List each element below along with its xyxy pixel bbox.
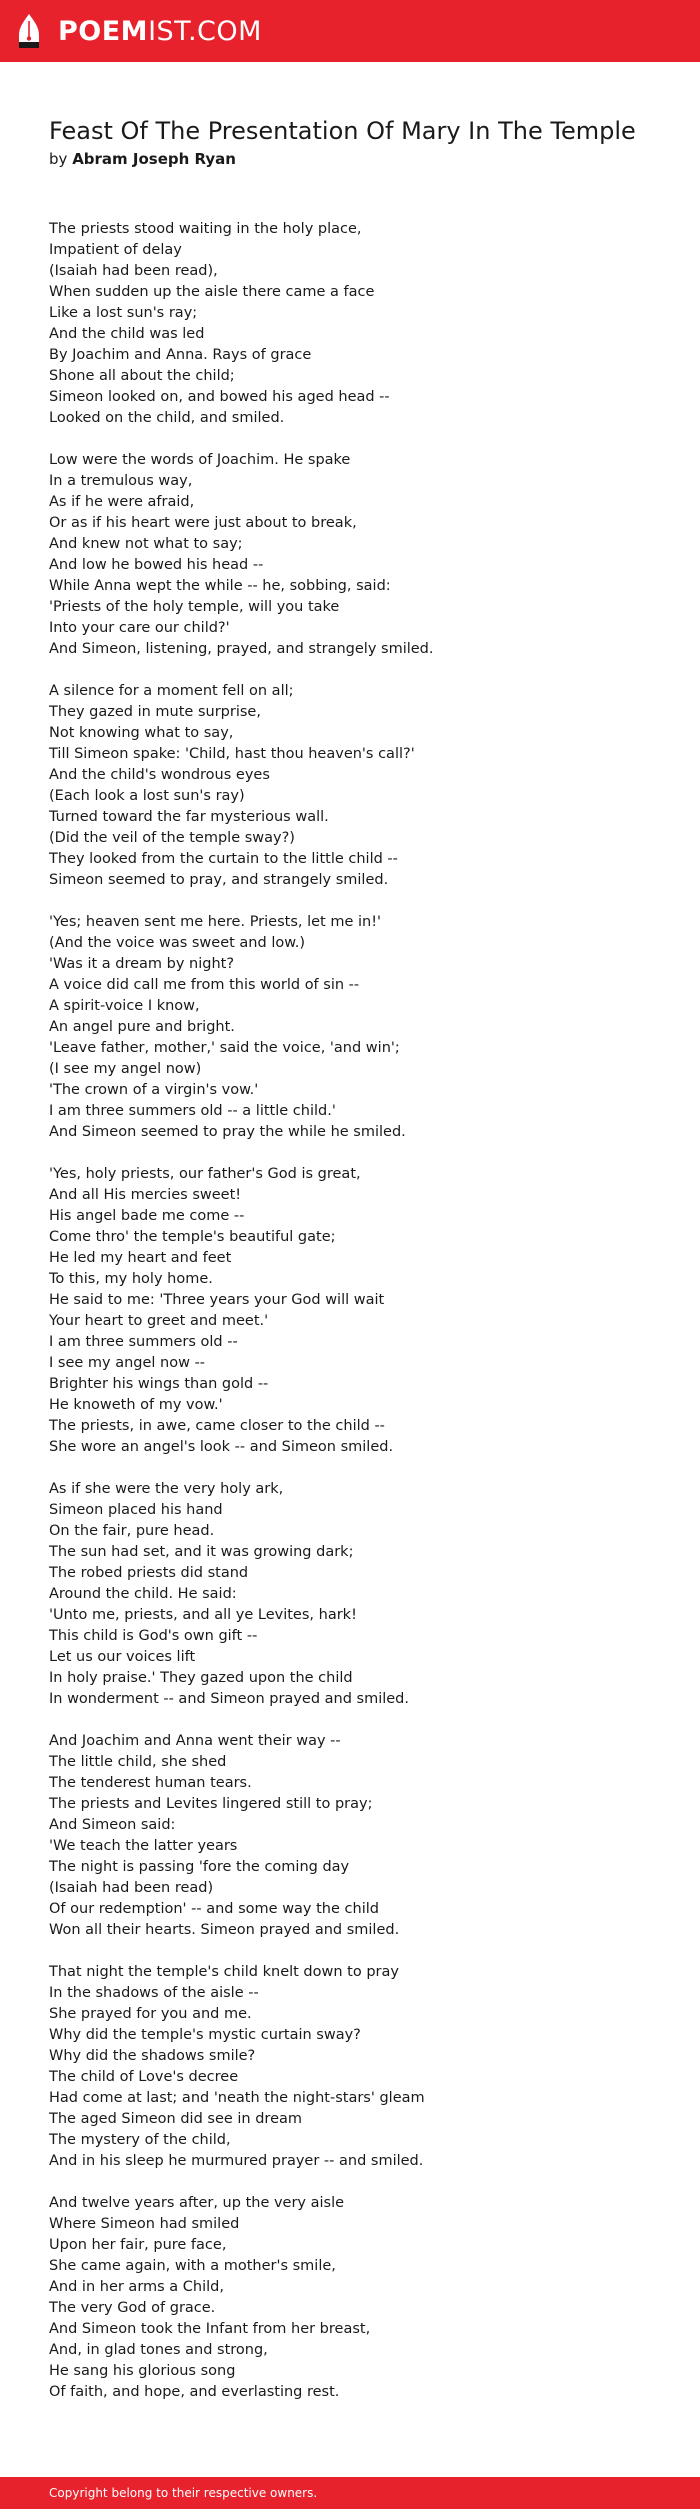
poem-line: That night the temple's child knelt down to pray [49,1964,399,1980]
poem-line: (And the voice was sweet and low.) [49,935,306,951]
poem-line: Not knowing what to say, [49,725,234,741]
poem-line: And, in glad tones and strong, [49,2342,268,2358]
brand-bold: POEM [58,15,149,47]
poem-line: The robed priests did stand [49,1565,249,1581]
poem-line: And low he bowed his head -- [49,557,264,573]
poem-line: He said to me: 'Three years your God will wait [49,1292,385,1308]
poem-line: Turned toward the far mysterious wall. [49,809,329,825]
stanza [49,681,659,891]
poem-line: 'Unto me, priests, and all ye Levites, hark! [49,1607,357,1623]
poem-line: He led my heart and feet [49,1250,232,1266]
poem-line: And in her arms a Child, [49,2279,224,2295]
poem-line: 'Leave father, mother,' said the voice, 'and win'; [49,1040,400,1056]
poem-line: He sang his glorious song [49,2363,236,2379]
poem-line: The mystery of the child, [49,2132,231,2148]
author-name: Abram Joseph Ryan [72,150,236,168]
poem-line: Of faith, and hope, and everlasting rest. [49,2384,340,2400]
poem-line: Simeon looked on, and bowed his aged head -- [49,389,390,405]
poem-line: Had come at last; and 'neath the night-stars' gleam [49,2090,425,2106]
poem-line: A voice did call me from this world of sin -- [49,977,360,993]
poem-line: She came again, with a mother's smile, [49,2258,336,2274]
poem-line: The child of Love's decree [49,2069,239,2085]
poem-line: Impatient of delay [49,242,182,258]
poem-line: The little child, she shed [49,1754,227,1770]
poem-line: And Simeon took the Infant from her breast, [49,2321,371,2337]
poem-line: While Anna wept the while -- he, sobbing, said: [49,578,391,594]
poem-line: (Isaiah had been read), [49,263,218,279]
poem-line: (Isaiah had been read) [49,1880,214,1896]
poem-line: Your heart to greet and meet.' [49,1313,269,1329]
poem-line: And twelve years after, up the very aisle [49,2195,345,2211]
poem-line: In holy praise.' They gazed upon the child [49,1670,353,1686]
byline [49,149,236,169]
poem-line: When sudden up the aisle there came a face [49,284,375,300]
poem-line: I see my angel now -- [49,1355,206,1371]
stanza [49,2193,659,2403]
stanza [49,1164,659,1458]
poem-line: The very God of grace. [49,2300,216,2316]
stanza [49,912,659,1143]
poem-line: The tenderest human tears. [49,1775,252,1791]
poem-line: And Simeon seemed to pray the while he smiled. [49,1124,406,1140]
poem-line: 'Was it a dream by night? [49,956,235,972]
poem-line: 'We teach the latter years [49,1838,238,1854]
poem-line: They gazed in mute surprise, [49,704,261,720]
poem-line: The priests and Levites lingered still to pray; [49,1796,373,1812]
poem-body [49,219,659,2424]
poem-line: Around the child. He said: [49,1586,237,1602]
poem-line: The priests, in awe, came closer to the child -- [49,1418,385,1434]
poem-line: Simeon placed his hand [49,1502,223,1518]
stanza [49,1962,659,2172]
poem-line: By Joachim and Anna. Rays of grace [49,347,312,363]
poem-line: He knoweth of my vow.' [49,1397,223,1413]
pen-nib-icon [16,13,42,49]
poem-line: 'The crown of a virgin's vow.' [49,1082,259,1098]
poem-line: And the child was led [49,326,205,342]
poem-line: Why did the shadows smile? [49,2048,256,2064]
poem-line: 'Yes; heaven sent me here. Priests, let me in!' [49,914,382,930]
poem-line: The priests stood waiting in the holy place, [49,221,362,237]
poem-title: Feast Of The Presentation Of Mary In The Temple [49,117,636,145]
poem-line: She prayed for you and me. [49,2006,252,2022]
poem-line: Shone all about the child; [49,368,235,384]
poem-line: His angel bade me come -- [49,1208,245,1224]
stanza [49,1479,659,1710]
poem-line: And Simeon, listening, prayed, and strangely smiled. [49,641,434,657]
stanza [49,1731,659,1941]
poem-line: I am three summers old -- [49,1334,238,1350]
poem-line: 'Yes, holy priests, our father's God is great, [49,1166,361,1182]
poem-line: And all His mercies sweet! [49,1187,242,1203]
poem-line: Like a lost sun's ray; [49,305,198,321]
poem-line: Looked on the child, and smiled. [49,410,285,426]
poem-line: And Joachim and Anna went their way -- [49,1733,341,1749]
copyright-notice: Copyright belong to their respective owners. [49,2486,318,2500]
poem-line: Low were the words of Joachim. He spake [49,452,351,468]
poem-line: 'Priests of the holy temple, will you take [49,599,340,615]
poem-line: Or as if his heart were just about to break, [49,515,357,531]
poem-line: In a tremulous way, [49,473,193,489]
poem-line: (Did the veil of the temple sway?) [49,830,295,846]
poem-line: (I see my angel now) [49,1061,202,1077]
byline-label: by [49,150,68,168]
poem-line: Into your care our child?' [49,620,230,636]
poem-line: In the shadows of the aisle -- [49,1985,259,2001]
poem-line: And in his sleep he murmured prayer -- and smiled. [49,2153,424,2169]
poem-line: This child is God's own gift -- [49,1628,258,1644]
poem-line: As if he were afraid, [49,494,195,510]
poem-line: Let us our voices lift [49,1649,196,1665]
poem-line: Where Simeon had smiled [49,2216,240,2232]
site-footer [0,2477,700,2509]
poem-line: Upon her fair, pure face, [49,2237,227,2253]
poem-line: The aged Simeon did see in dream [49,2111,303,2127]
poem-line: A silence for a moment fell on all; [49,683,294,699]
site-header [0,0,700,62]
site-logo-text [58,15,262,47]
poem-line: (Each look a lost sun's ray) [49,788,245,804]
poem-line: A spirit-voice I know, [49,998,200,1014]
poem-line: An angel pure and bright. [49,1019,235,1035]
poem-line: To this, my holy home. [49,1271,213,1287]
poem-line: In wonderment -- and Simeon prayed and smiled. [49,1691,409,1707]
poem-line: As if she were the very holy ark, [49,1481,284,1497]
poem-line: And the child's wondrous eyes [49,767,270,783]
poem-line: Come thro' the temple's beautiful gate; [49,1229,336,1245]
poem-line: Simeon seemed to pray, and strangely smiled. [49,872,389,888]
site-logo-link[interactable] [16,12,262,50]
poem-line: Brighter his wings than gold -- [49,1376,269,1392]
poem-line: And knew not what to say; [49,536,243,552]
poem-line: Till Simeon spake: 'Child, hast thou heaven's call?' [49,746,415,762]
poem-line: And Simeon said: [49,1817,176,1833]
poem-line: The night is passing 'fore the coming day [49,1859,350,1875]
brand-light: IST.COM [148,15,262,47]
poem-line: Won all their hearts. Simeon prayed and smiled. [49,1922,400,1938]
poem-line: The sun had set, and it was growing dark; [49,1544,354,1560]
poem-line: They looked from the curtain to the little child -- [49,851,398,867]
poem-line: She wore an angel's look -- and Simeon smiled. [49,1439,394,1455]
poem-line: Of our redemption' -- and some way the child [49,1901,379,1917]
poem-line: Why did the temple's mystic curtain sway? [49,2027,361,2043]
poem-line: On the fair, pure head. [49,1523,215,1539]
stanza [49,219,659,429]
stanza [49,450,659,660]
poem-line: I am three summers old -- a little child.' [49,1103,336,1119]
